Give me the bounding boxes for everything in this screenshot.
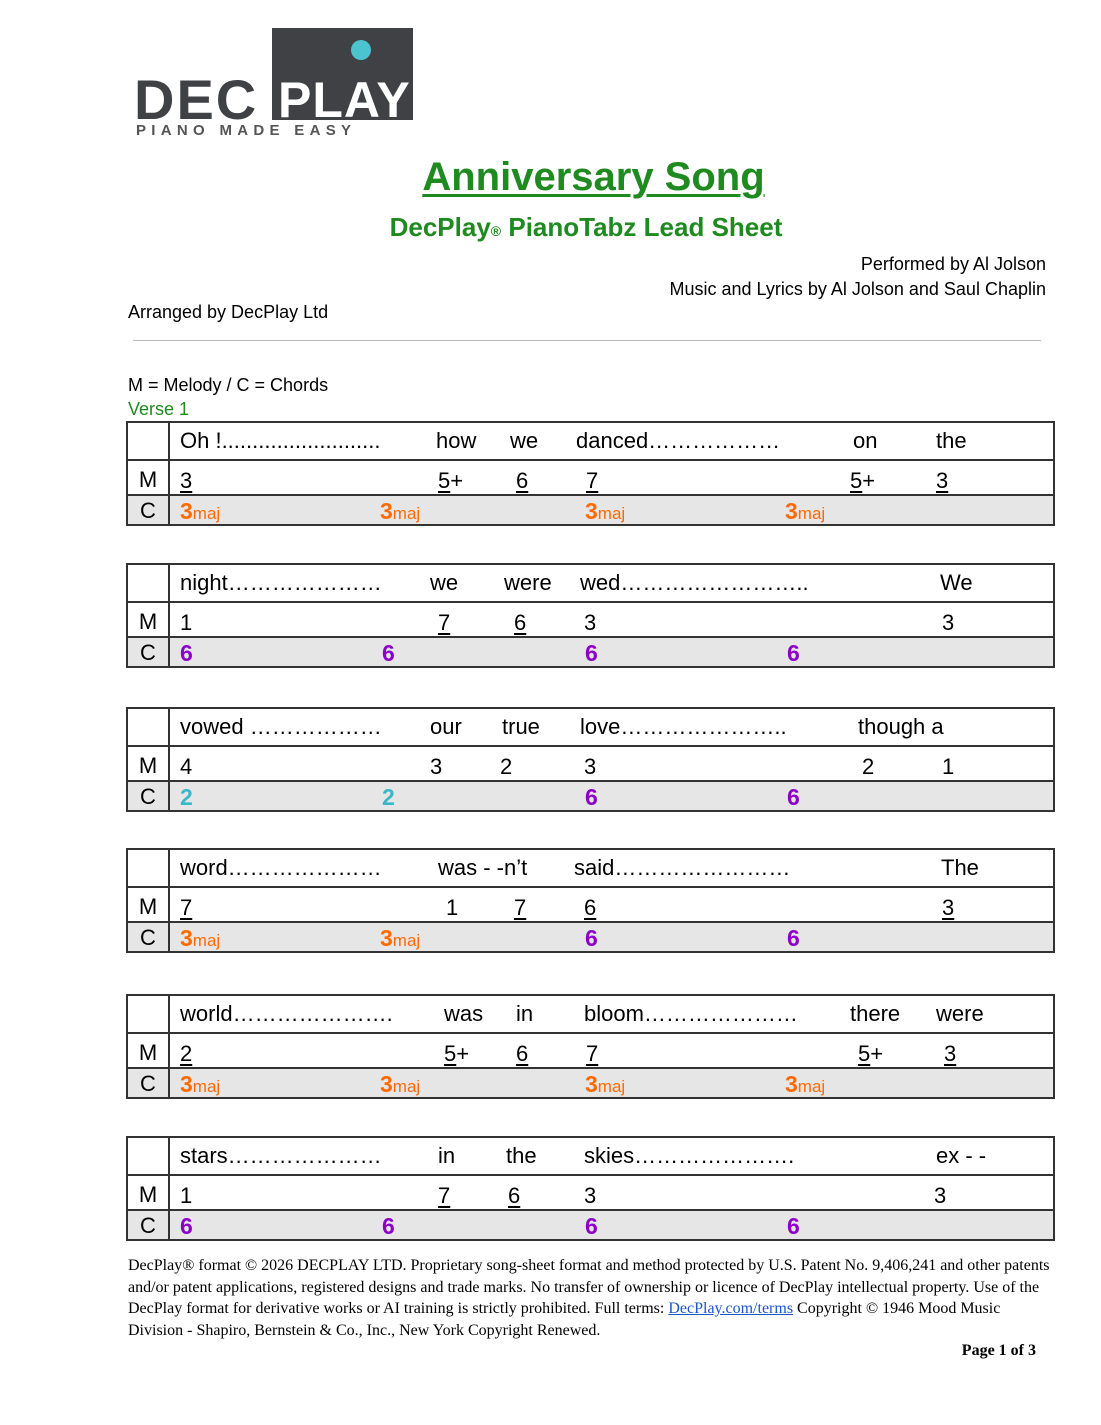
chord-symbol: [787, 1213, 800, 1240]
lyric-cell: the: [936, 428, 967, 453]
row-label-melody: M: [128, 888, 170, 921]
chord-number: 3: [380, 1071, 393, 1097]
chord-symbol: [380, 498, 420, 525]
footer-legal: DecPlay® format © 2026 DECPLAY LTD. Proprietary song-sheet format and method protected by U.S. Patent No. 9,406,241 and other patents and/or patent applications, registered designs and trade marks. No transfer of ownership or licence of DecPlay intellectual property. Use of the DecPlay format for derivative works or AI training is strictly prohibited. Full terms:: [128, 1257, 1050, 1317]
row-label-chords: C: [128, 1211, 170, 1239]
melody-note: [516, 468, 528, 494]
row-label-empty: [128, 996, 170, 1032]
note-number: 3: [584, 754, 597, 779]
melody-note: [180, 895, 192, 921]
lyric-cell: there: [850, 1001, 901, 1026]
melody-row: [128, 603, 1053, 638]
lyric-cell: skies………………….: [584, 1143, 795, 1168]
melody-note: [586, 468, 598, 494]
lead-sheet-table: [126, 994, 1055, 1099]
note-number: 6: [516, 468, 529, 493]
chord-number: 6: [382, 640, 395, 666]
chords-row: [128, 1069, 1053, 1097]
row-label-chords: C: [128, 782, 170, 810]
note-number: 7: [586, 468, 599, 493]
note-number: 7: [438, 1183, 451, 1208]
sheet-subtitle: [0, 212, 1101, 243]
lyric-cell: how: [436, 428, 477, 453]
chord-number: 3: [180, 1071, 193, 1097]
chord-quality: maj: [192, 504, 221, 523]
note-number: 7: [180, 895, 193, 920]
note-number: 1: [446, 895, 459, 920]
chord-number: 3: [785, 1071, 798, 1097]
melody-note: [438, 1183, 450, 1209]
note-number: 3: [584, 1183, 597, 1208]
note-number: 5: [850, 468, 863, 493]
chord-quality: maj: [597, 1077, 626, 1096]
footer: [128, 1255, 1053, 1341]
lyric-cell: stars…………………: [180, 1143, 382, 1168]
chord-symbol: [785, 498, 825, 525]
note-number: 3: [936, 468, 949, 493]
note-number: 7: [586, 1041, 599, 1066]
lyric-cell: word…………………: [180, 855, 382, 880]
melody-note: [514, 895, 526, 921]
footer-copyright: Copyright © 1946 Mood Music Division - Shapiro, Bernstein & Co., Inc., New York Copyright Renewed.: [128, 1300, 1001, 1339]
chords-row: [128, 782, 1053, 810]
logo-play-text: PLAY: [278, 72, 411, 128]
lyric-cell: was - -n’t: [438, 855, 528, 880]
lyrics-row: [128, 996, 1053, 1034]
melody-note: [944, 1041, 956, 1067]
row-label-empty: [128, 709, 170, 745]
logo-dec-text: DEC: [134, 68, 259, 131]
melody-note: [942, 754, 954, 780]
chord-number: 3: [180, 498, 193, 524]
chord-quality: maj: [192, 1077, 221, 1096]
arranged-by: Arranged by DecPlay Ltd: [128, 302, 329, 322]
row-label-melody: M: [128, 1176, 170, 1209]
section-label: Verse 1: [128, 399, 190, 419]
note-number: 5: [858, 1041, 871, 1066]
row-label-melody: M: [128, 1034, 170, 1067]
chord-symbol: [382, 1213, 395, 1240]
chord-number: 3: [585, 1071, 598, 1097]
chord-number: 3: [180, 925, 193, 951]
chord-number: 6: [585, 925, 598, 951]
melody-note: [438, 610, 450, 636]
note-sharp: +: [870, 1041, 884, 1066]
lyric-cell: our: [430, 714, 462, 739]
note-number: 3: [942, 610, 955, 635]
lyric-cell: said……………………: [574, 855, 791, 880]
lead-sheet-table: [126, 421, 1055, 526]
row-label-melody: M: [128, 461, 170, 494]
divider: [133, 340, 1041, 341]
melody-note: [862, 754, 874, 780]
chord-symbol: [585, 784, 598, 811]
lyrics-row: [128, 709, 1053, 747]
chord-number: 6: [787, 1213, 800, 1239]
lyric-cell: wed……………………..: [580, 570, 809, 595]
row-label-chords: C: [128, 638, 170, 666]
melody-note: [584, 1183, 596, 1209]
chords-row: [128, 638, 1053, 666]
terms-link[interactable]: DecPlay.com/terms: [668, 1300, 794, 1317]
subtitle-brand: DecPlay: [389, 212, 491, 242]
note-number: 3: [944, 1041, 957, 1066]
subtitle-rest: PianoTabz Lead Sheet: [501, 212, 783, 242]
melody-note: [934, 1183, 946, 1209]
lyric-cell: we: [430, 570, 459, 595]
chord-number: 2: [382, 784, 395, 810]
note-number: 3: [180, 468, 193, 493]
melody-note: [942, 895, 954, 921]
lyrics-row: [128, 1138, 1053, 1176]
note-sharp: +: [456, 1041, 470, 1066]
chord-symbol: [380, 925, 420, 952]
lyric-cell: The: [941, 855, 979, 880]
lyric-cell: ex - -: [936, 1143, 987, 1168]
chord-number: 2: [180, 784, 193, 810]
chord-quality: maj: [597, 504, 626, 523]
chord-number: 6: [585, 1213, 598, 1239]
note-number: 6: [508, 1183, 521, 1208]
melody-note: [180, 1041, 192, 1067]
row-label-empty: [128, 1138, 170, 1174]
chord-symbol: [787, 925, 800, 952]
performed-by: Performed by Al Jolson: [860, 254, 1046, 274]
chord-number: 3: [380, 925, 393, 951]
chord-symbol: [382, 784, 395, 811]
chord-symbol: [787, 784, 800, 811]
chord-symbol: [585, 1071, 625, 1098]
lyric-cell: were: [936, 1001, 984, 1026]
chord-quality: maj: [797, 504, 826, 523]
chord-symbol: [180, 784, 193, 811]
melody-note: [500, 754, 512, 780]
melody-note: [584, 754, 596, 780]
lyric-cell: in: [438, 1143, 456, 1168]
melody-note: [180, 468, 192, 494]
music-lyrics-by: Music and Lyrics by Al Jolson and Saul Chaplin: [669, 279, 1046, 299]
note-number: 2: [180, 1041, 193, 1066]
song-title: Anniversary Song: [422, 155, 765, 199]
chord-number: 6: [180, 640, 193, 666]
note-number: 3: [934, 1183, 947, 1208]
note-number: 3: [584, 610, 597, 635]
chord-number: 6: [382, 1213, 395, 1239]
chord-symbol: [180, 1213, 193, 1240]
chord-number: 3: [785, 498, 798, 524]
lyric-cell: true: [502, 714, 540, 739]
note-number: 6: [514, 610, 527, 635]
chord-number: 6: [787, 640, 800, 666]
lyric-cell: Oh !..........................: [180, 428, 381, 453]
note-number: 1: [942, 754, 955, 779]
lyric-cell: were: [504, 570, 552, 595]
lyric-cell: vowed ………………: [180, 714, 382, 739]
row-label-empty: [128, 423, 170, 459]
chord-symbol: [785, 1071, 825, 1098]
chord-symbol: [382, 640, 395, 667]
lyrics-row: [128, 850, 1053, 888]
melody-note: [180, 1183, 192, 1209]
lyric-cell: was: [444, 1001, 484, 1026]
decplay-logo: [134, 28, 414, 140]
melody-note: [584, 895, 596, 921]
chord-number: 6: [585, 784, 598, 810]
melody-note: [858, 1041, 883, 1067]
chord-quality: maj: [797, 1077, 826, 1096]
chord-number: 6: [585, 640, 598, 666]
lead-sheet-table: [126, 563, 1055, 668]
melody-note: [584, 610, 596, 636]
melody-note: [850, 468, 875, 494]
note-sharp: +: [450, 468, 464, 493]
melody-note: [444, 1041, 469, 1067]
chord-number: 6: [180, 1213, 193, 1239]
melody-note: [516, 1041, 528, 1067]
subtitle-registered-mark: ®: [490, 223, 502, 239]
lyric-cell: the: [506, 1143, 537, 1168]
lyric-cell: night…………………: [180, 570, 382, 595]
logo-dot-icon: [351, 40, 371, 60]
lyric-cell: We: [940, 570, 973, 595]
row-label-empty: [128, 565, 170, 601]
note-number: 2: [500, 754, 513, 779]
chord-symbol: [180, 925, 220, 952]
chord-symbol: [380, 1071, 420, 1098]
chord-quality: maj: [392, 931, 421, 950]
lyric-cell: on: [853, 428, 878, 453]
lead-sheet-table: [126, 848, 1055, 953]
row-label-empty: [128, 850, 170, 886]
chord-symbol: [585, 640, 598, 667]
melody-note: [508, 1183, 520, 1209]
chord-quality: maj: [192, 931, 221, 950]
chord-number: 3: [585, 498, 598, 524]
chord-symbol: [585, 498, 625, 525]
melody-note: [446, 895, 458, 921]
melody-row: [128, 461, 1053, 496]
legend: M = Melody / C = Chords: [128, 375, 329, 395]
note-number: 5: [444, 1041, 457, 1066]
melody-note: [180, 754, 192, 780]
melody-row: [128, 1034, 1053, 1069]
lyric-cell: world………………….: [180, 1001, 393, 1026]
page-number: Page 1 of 3: [961, 1342, 1036, 1359]
chords-row: [128, 1211, 1053, 1239]
chord-symbol: [585, 925, 598, 952]
chord-symbol: [180, 1071, 220, 1098]
row-label-melody: M: [128, 603, 170, 636]
row-label-chords: C: [128, 923, 170, 951]
note-number: 7: [438, 610, 451, 635]
melody-note: [936, 468, 948, 494]
chord-number: 6: [787, 925, 800, 951]
note-number: 6: [584, 895, 597, 920]
chord-symbol: [180, 498, 220, 525]
lyric-cell: in: [516, 1001, 534, 1026]
melody-note: [514, 610, 526, 636]
logo-tagline: PIANO MADE EASY: [136, 122, 357, 139]
chord-number: 3: [380, 498, 393, 524]
note-number: 1: [180, 1183, 193, 1208]
lyric-cell: danced………………: [576, 428, 781, 453]
chords-row: [128, 496, 1053, 524]
lyrics-row: [128, 423, 1053, 461]
chord-symbol: [180, 640, 193, 667]
lyric-cell: bloom…………………: [584, 1001, 798, 1026]
melody-note: [586, 1041, 598, 1067]
lyrics-row: [128, 565, 1053, 603]
melody-row: [128, 1176, 1053, 1211]
chord-quality: maj: [392, 1077, 421, 1096]
melody-note: [180, 610, 192, 636]
melody-note: [430, 754, 442, 780]
row-label-chords: C: [128, 1069, 170, 1097]
note-sharp: +: [862, 468, 876, 493]
melody-row: [128, 888, 1053, 923]
lyric-cell: love…………………..: [580, 714, 787, 739]
note-number: 3: [942, 895, 955, 920]
note-number: 2: [862, 754, 875, 779]
lead-sheet-table: [126, 1136, 1055, 1241]
note-number: 7: [514, 895, 527, 920]
note-number: 1: [180, 610, 193, 635]
melody-note: [942, 610, 954, 636]
row-label-melody: M: [128, 747, 170, 780]
chords-row: [128, 923, 1053, 951]
lyric-cell: though a: [858, 714, 944, 739]
melody-row: [128, 747, 1053, 782]
row-label-chords: C: [128, 496, 170, 524]
chord-quality: maj: [392, 504, 421, 523]
lead-sheet-table: [126, 707, 1055, 812]
note-number: 4: [180, 754, 193, 779]
lyric-cell: we: [510, 428, 539, 453]
note-number: 3: [430, 754, 443, 779]
chord-symbol: [787, 640, 800, 667]
melody-note: [438, 468, 463, 494]
chord-symbol: [585, 1213, 598, 1240]
note-number: 6: [516, 1041, 529, 1066]
chord-number: 6: [787, 784, 800, 810]
note-number: 5: [438, 468, 451, 493]
